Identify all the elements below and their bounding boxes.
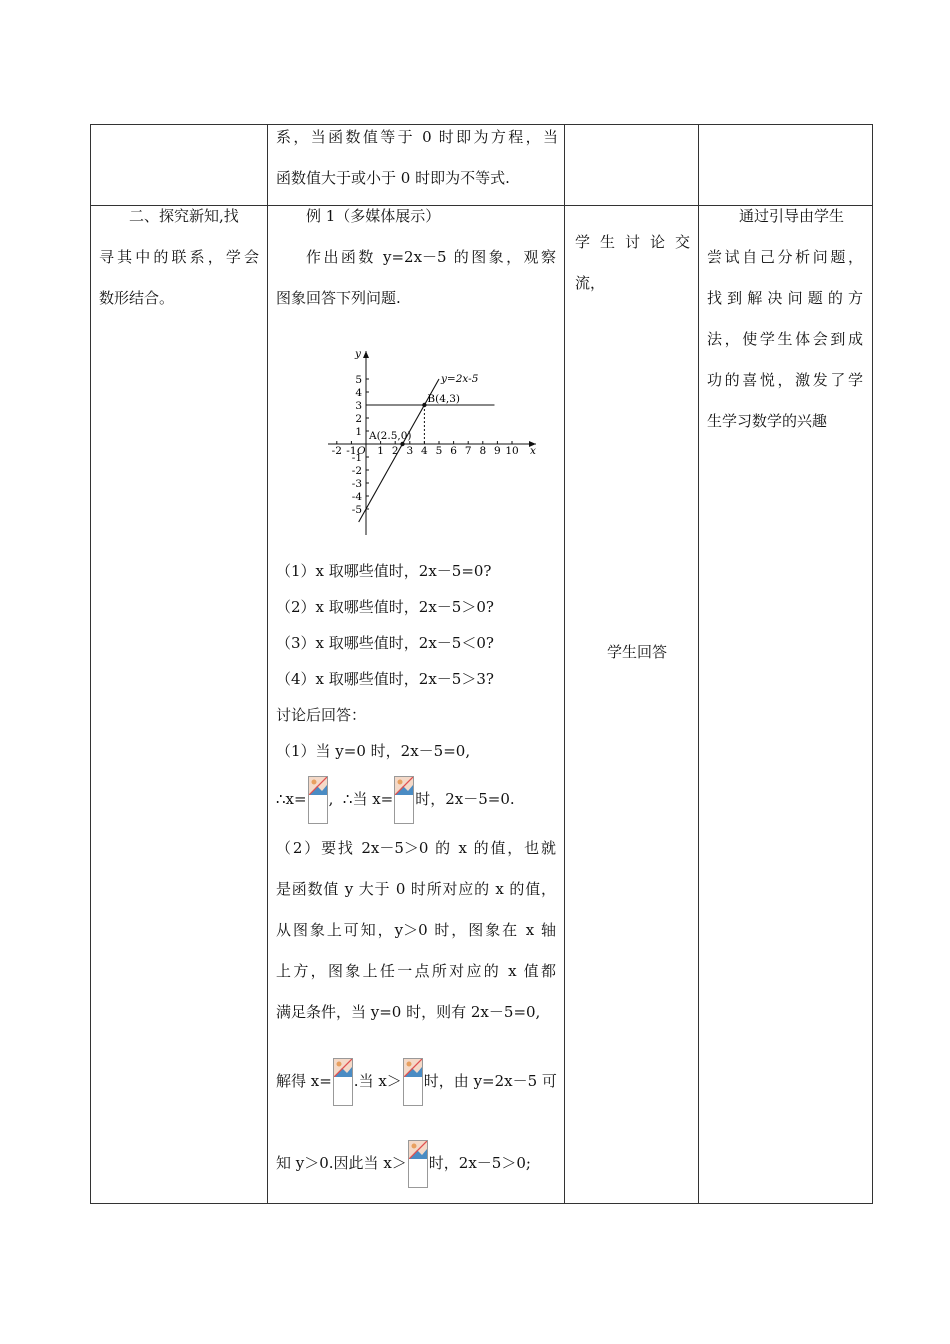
y-tick-label: -2 xyxy=(351,465,362,477)
column-divider xyxy=(564,125,565,1203)
question-1: （1）x 取哪些值时，2x－5=0? xyxy=(276,562,492,580)
text-line: 数形结合。 xyxy=(99,289,175,307)
row1-col2-text xyxy=(276,117,558,199)
therefore-x: ∴x= xyxy=(276,790,307,808)
x-axis-label: x xyxy=(530,445,536,457)
y-tick-label: 1 xyxy=(355,426,362,438)
origin-label: O xyxy=(357,445,366,457)
point-b xyxy=(422,403,426,407)
y-tick-label: 2 xyxy=(355,413,362,425)
question-2: （2）x 取哪些值时，2x－5＞0? xyxy=(276,598,494,616)
answer-2 xyxy=(276,828,556,1033)
text-line: 生学习数学的兴趣 xyxy=(707,412,828,430)
x-tick-label: 6 xyxy=(450,445,457,457)
text-line: 作出函数 y=2x－5 的图象，观察 xyxy=(306,248,556,266)
x-tick-label: 10 xyxy=(505,445,519,457)
example-intro xyxy=(276,196,556,319)
text-line: 通过引导由学生 xyxy=(739,207,845,225)
formula-image-placeholder xyxy=(308,776,328,824)
result-text: 时，2x－5=0. xyxy=(415,790,515,808)
formula-image-placeholder xyxy=(333,1058,353,1106)
row2-col3-text xyxy=(575,222,690,304)
text-line: 寻其中的联系，学会 xyxy=(99,248,259,266)
point-b-label: B(4,3) xyxy=(427,393,461,405)
x-tick-label: -1 xyxy=(346,445,357,457)
point-a xyxy=(400,442,404,446)
solve-text: 解得 x= xyxy=(276,1072,332,1090)
x-tick-label: 2 xyxy=(391,445,399,457)
x-tick-label: 9 xyxy=(494,445,501,457)
text-line: 二、探究新知,找 xyxy=(129,207,239,225)
question-4: （4）x 取哪些值时，2x－5＞3? xyxy=(276,670,494,688)
when-text: .当 x＞ xyxy=(353,1072,402,1090)
from-text: 时，由 y=2x－5 可 xyxy=(423,1072,557,1090)
answer-2-conclusion-line xyxy=(276,1140,561,1188)
x-tick-label: 4 xyxy=(421,445,428,457)
example-title: 例 1（多媒体展示） xyxy=(306,207,441,225)
y-tick-label: -4 xyxy=(351,491,362,503)
x-tick-label: 1 xyxy=(377,445,384,457)
text-line: 找 到 解 决 问 题 的 方 xyxy=(707,289,863,307)
y-tick-label: -5 xyxy=(351,504,362,516)
text-line: 满足条件，当 y=0 时，则有 2x－5=0, xyxy=(276,1003,541,1021)
x-tick-label: 5 xyxy=(435,445,443,457)
text-line: 是函数值 y 大于 0 时所对应的 x 的值， xyxy=(276,880,556,898)
y-axis-arrow xyxy=(363,351,369,358)
text-line: 图象回答下列问题. xyxy=(276,289,401,307)
formula-image-placeholder xyxy=(403,1058,423,1106)
column-divider xyxy=(698,125,699,1203)
student-answer-label: 学生回答 xyxy=(607,643,668,661)
discuss-label: 讨论后回答： xyxy=(276,706,367,724)
y-tick-label: 3 xyxy=(355,400,362,412)
text-line: （2）要找 2x－5＞0 的 x 的值，也就 xyxy=(276,839,556,857)
y-tick-label: -1 xyxy=(351,452,362,464)
text-line: 系，当函数值等于 0 时即为方程，当 xyxy=(276,128,558,146)
text-line: 流， xyxy=(575,274,606,292)
formula-image-placeholder xyxy=(394,776,414,824)
answer-1: （1）当 y=0 时，2x－5=0, xyxy=(276,742,471,760)
questions-block xyxy=(276,553,556,769)
know-text: 知 y＞0.因此当 x＞ xyxy=(276,1154,407,1172)
question-3: （3）x 取哪些值时，2x－5＜0? xyxy=(276,634,494,652)
function-label: y=2x-5 xyxy=(441,373,479,385)
text-line: 上方，图象上任一点所对应的 x 值都 xyxy=(276,962,556,980)
function-graph xyxy=(322,345,544,537)
point-a-label: A(2.5,0) xyxy=(369,430,412,442)
text-line: 学 生 讨 论 交 xyxy=(575,233,690,251)
x-tick-label: 3 xyxy=(406,445,414,457)
end-text: 时，2x－5＞0; xyxy=(428,1154,531,1172)
y-tick-label: 4 xyxy=(355,387,362,399)
y-axis-label: y xyxy=(355,348,361,360)
x-tick-label: -2 xyxy=(331,445,342,457)
x-tick-label: 8 xyxy=(479,445,487,457)
column-divider xyxy=(267,125,268,1203)
row2-col1-text xyxy=(99,196,259,319)
y-tick-label: -3 xyxy=(351,478,362,490)
row2-col4-text xyxy=(707,196,863,442)
formula-image-placeholder xyxy=(408,1140,428,1188)
therefore-when: ∴当 x= xyxy=(342,790,394,808)
comma: , xyxy=(328,790,334,808)
text-line: 从图象上可知，y＞0 时，图象在 x 轴 xyxy=(276,921,556,939)
answer-1-line-2 xyxy=(276,776,556,824)
text-line: 法，使学生体会到成 xyxy=(707,330,863,348)
text-line: 功的喜悦，激发了学 xyxy=(707,371,863,389)
answer-2-solve-line xyxy=(276,1058,561,1106)
text-line: 尝试自己分析问题， xyxy=(707,248,863,266)
x-tick-label: 7 xyxy=(464,445,472,457)
text-line: 函数值大于或小于 0 时即为不等式. xyxy=(276,169,510,187)
y-tick-label: 5 xyxy=(355,374,362,386)
